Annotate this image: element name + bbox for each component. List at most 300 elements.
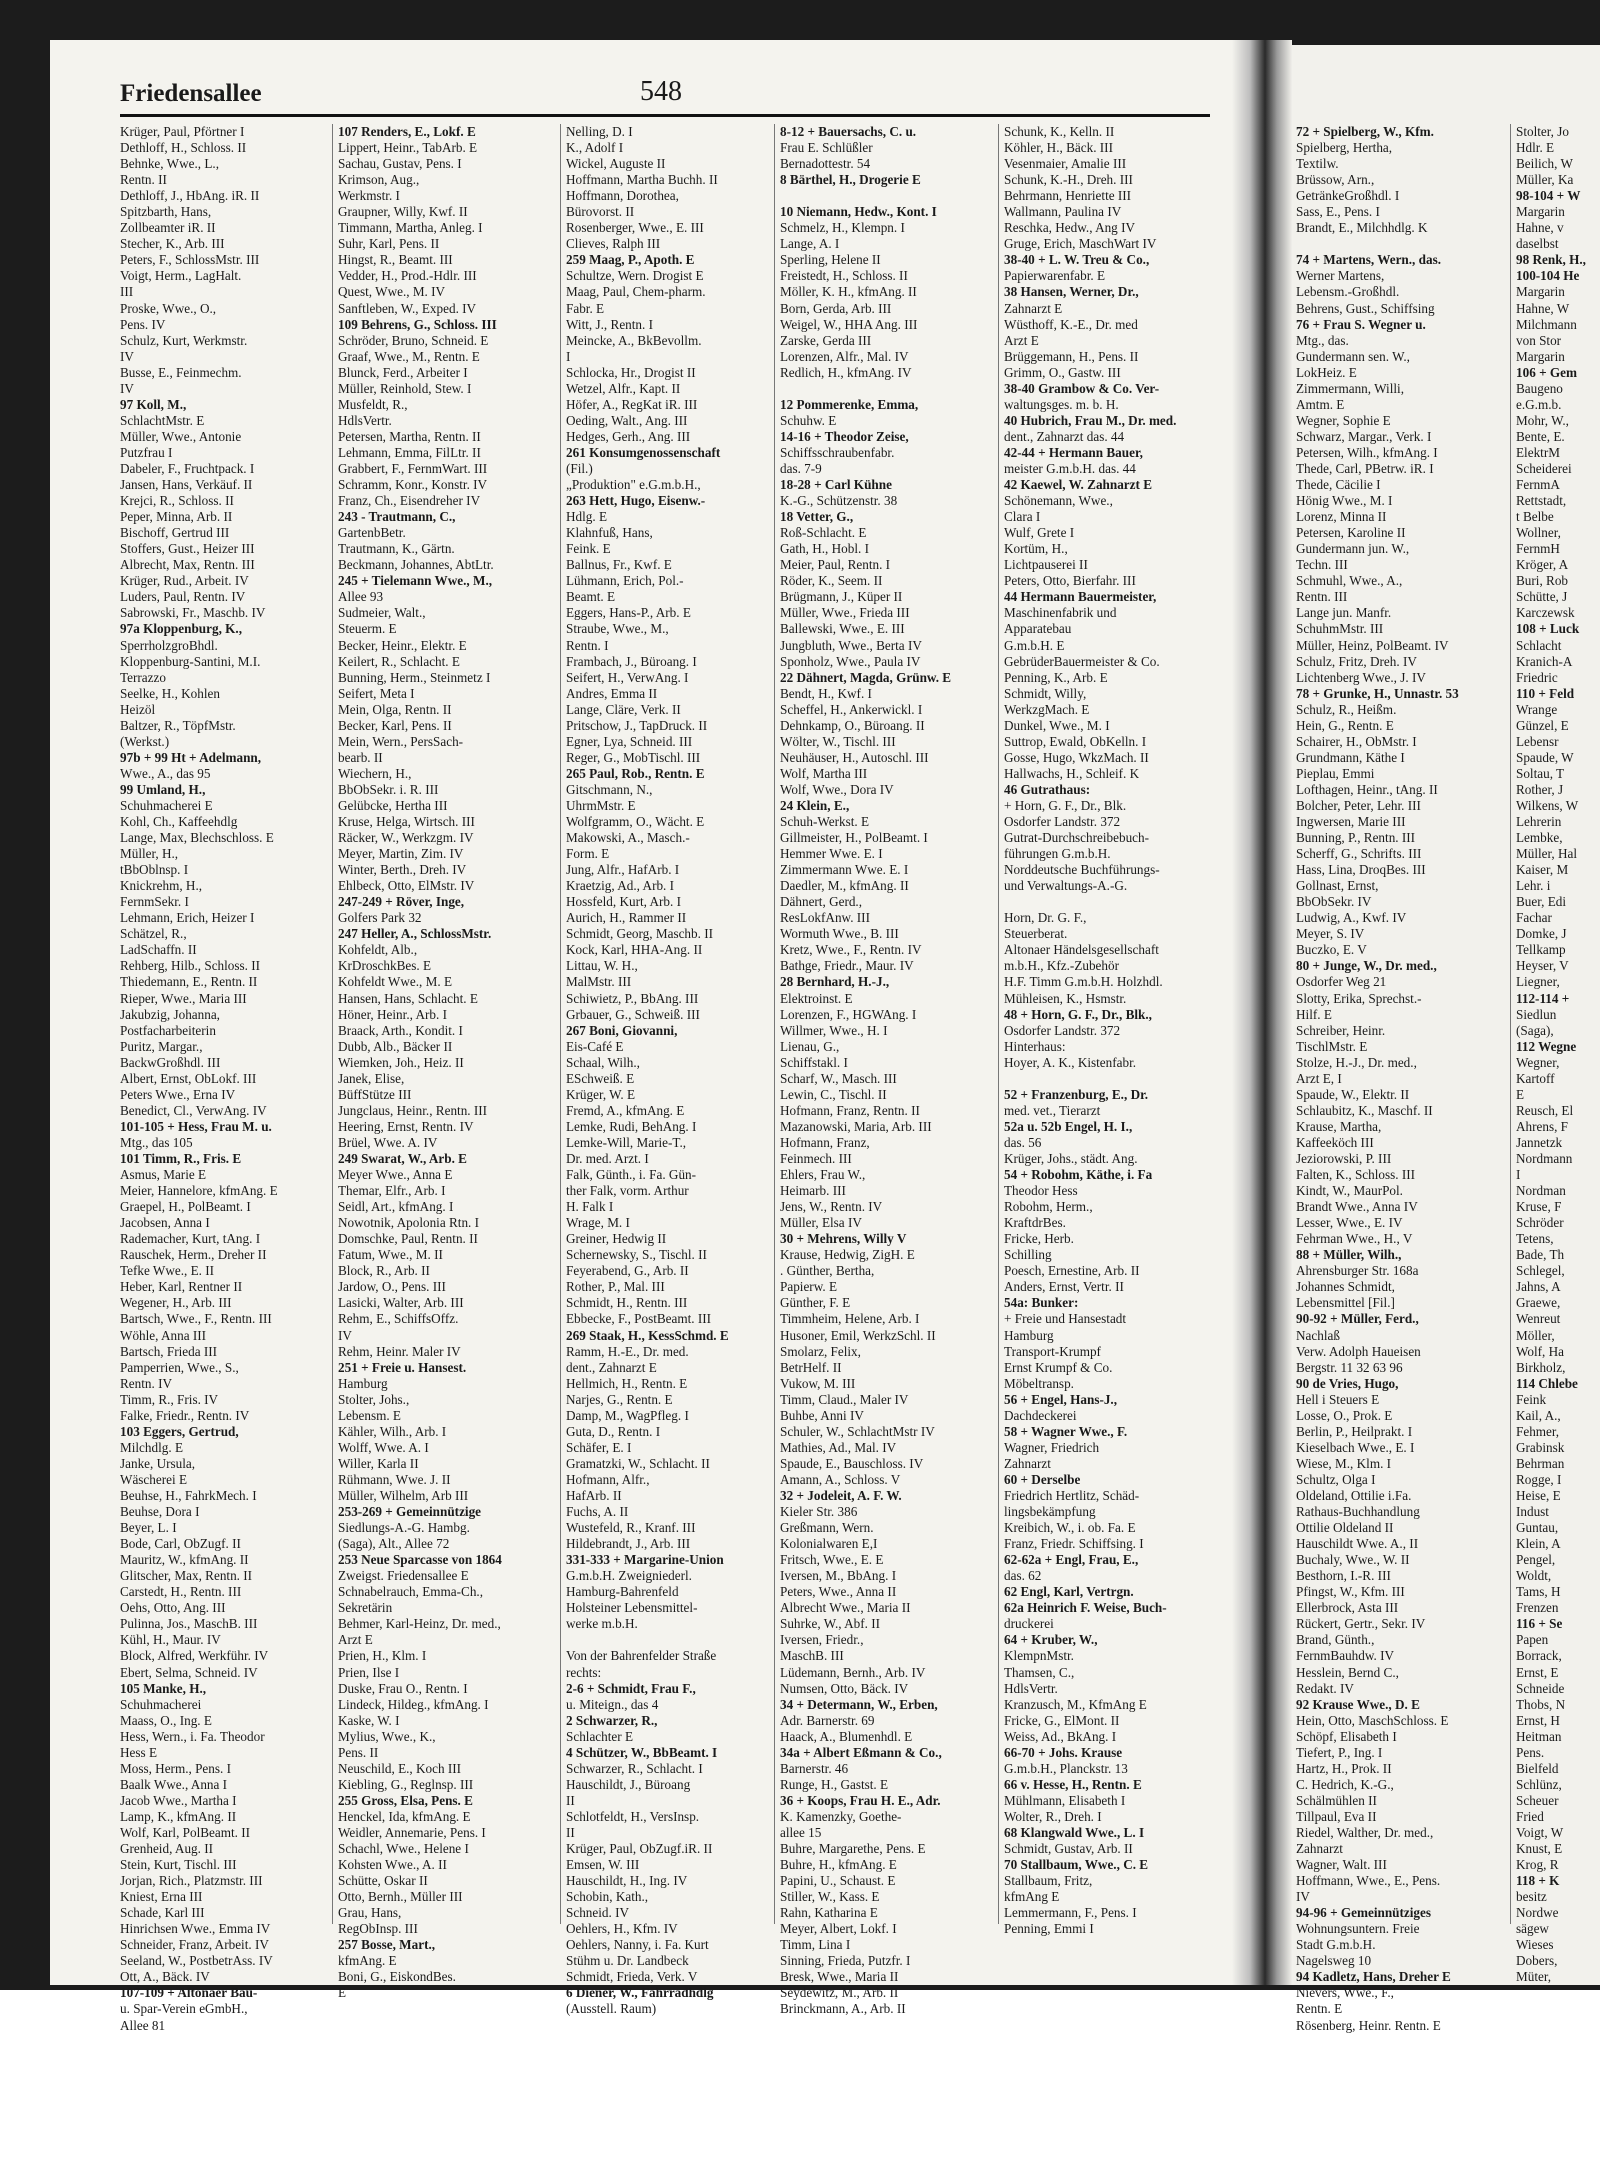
directory-entry: Rentn. III (1296, 589, 1348, 605)
directory-entry: Lewin, C., Tischl. II (780, 1086, 887, 1102)
directory-entry: Müller, Hal (1516, 846, 1577, 862)
directory-entry: Wetzel, Alfr., Kapt. II (566, 380, 681, 396)
directory-entry: KrDroschkBes. E (338, 958, 432, 974)
directory-entry: 40 Hubrich, Frau M., Dr. med. (1004, 412, 1177, 428)
directory-entry: Kruse, Helga, Wirtsch. III (338, 814, 475, 830)
directory-entry: Grundmann, Käthe I (1296, 749, 1405, 765)
directory-entry: Sperling, Helene II (780, 252, 881, 268)
directory-entry: Kaiser, M (1516, 862, 1569, 878)
page-number: 548 (640, 76, 682, 107)
directory-entry: Beuhse, H., FahrkMech. I (120, 1487, 257, 1503)
directory-entry: Schlocka, Hr., Drogist II (566, 364, 696, 380)
directory-entry: 2 Schwarzer, R., (566, 1712, 658, 1728)
directory-entry: Kröger, A (1516, 557, 1569, 573)
directory-entry: E (338, 1985, 347, 2001)
directory-entry: Behrman (1516, 1455, 1565, 1471)
directory-entry: Weigel, W., HHA Ang. III (780, 316, 918, 332)
directory-entry: Hoffmann, Dorothea, (566, 188, 679, 204)
directory-entry: Oehlers, H., Kfm. IV (566, 1921, 678, 1937)
directory-entry: 112 Wegne (1516, 1038, 1577, 1054)
directory-entry: Wormuth Wwe., B. III (780, 926, 899, 942)
directory-entry: 70 Stallbaum, Wwe., C. E (1004, 1857, 1149, 1873)
directory-entry: Schütte, Oskar II (338, 1873, 428, 1889)
directory-entry: Knickrehm, H., (120, 878, 203, 894)
directory-entry: Allee 93 (338, 589, 384, 605)
directory-entry: Karczewsk (1516, 605, 1575, 621)
directory-entry: BüffStütze III (338, 1086, 412, 1102)
directory-entry: Spitzbarth, Hans, (120, 204, 212, 220)
directory-entry: Lühmann, Erich, Pol.- (566, 573, 684, 589)
directory-entry: Birkholz, (1516, 1359, 1566, 1375)
directory-entry: Nordwe (1516, 1905, 1559, 1921)
directory-entry: Pamperrien, Wwe., S., (120, 1359, 239, 1375)
directory-entry: Thede, Cäcilie I (1296, 477, 1381, 493)
directory-entry: Falk, Günth., i. Fa. Gün- (566, 1167, 697, 1183)
directory-entry: Fehmer, (1516, 1423, 1560, 1439)
directory-entry: Rathaus-Buchhandlung (1296, 1504, 1420, 1520)
directory-entry: Lorenzen, F., HGWAng. I (780, 1006, 917, 1022)
directory-entry: Feink (1516, 1391, 1547, 1407)
directory-entry: FernmH (1516, 541, 1560, 557)
directory-entry: Kloppenburg-Santini, M.I. (120, 653, 261, 669)
directory-entry: Bente, E. (1516, 428, 1565, 444)
directory-entry: Stolter, Johs., (338, 1391, 410, 1407)
directory-entry: Willmer, Wwe., H. I (780, 1022, 888, 1038)
directory-entry: Graaf, Wwe., M., Rentn. E (338, 348, 480, 364)
directory-entry: Asmus, Marie E (120, 1167, 207, 1183)
directory-entry: Lehrerin (1516, 814, 1562, 830)
directory-entry: Schneid. IV (566, 1905, 629, 1921)
directory-entry: Buhre, Margarethe, Pens. E (780, 1841, 926, 1857)
directory-entry: Schuhmacherei E (120, 797, 213, 813)
directory-entry: Timm, R., Fris. IV (120, 1391, 219, 1407)
directory-entry: 109 Behrens, G., Schloss. III (338, 316, 497, 332)
directory-entry: Thiedemann, E., Rentn. II (120, 974, 258, 990)
directory-entry: Textilw. (1296, 156, 1339, 172)
directory-entry: Dunkel, Wwe., M. I (1004, 717, 1110, 733)
directory-entry: Terrazzo (120, 669, 166, 685)
directory-entry: Ingwersen, Marie III (1296, 814, 1406, 830)
directory-entry: Bergstr. 11 32 63 96 (1296, 1359, 1403, 1375)
directory-entry: 24 Klein, E., (780, 797, 850, 813)
directory-entry: Duske, Frau O., Rentn. I (338, 1680, 468, 1696)
directory-entry: Beamt. E (566, 589, 616, 605)
directory-entry: Oehs, Otto, Ang. III (120, 1600, 226, 1616)
directory-entry: Lehmann, Erich, Heizer I (120, 910, 255, 926)
directory-entry: Wieses (1516, 1937, 1554, 1953)
directory-entry: Wilkens, W (1516, 797, 1579, 813)
directory-entry (1004, 1071, 1220, 1087)
directory-entry: BackwGroßhdl. III (120, 1054, 221, 1070)
directory-entry: ResLokfAnw. III (780, 910, 870, 926)
directory-entry: Heitman (1516, 1728, 1562, 1744)
directory-entry: Fricke, Herb. (1004, 1231, 1074, 1247)
directory-entry: Vedder, H., Prod.-Hdlr. III (338, 268, 477, 284)
directory-entry: 255 Gross, Elsa, Pens. E (338, 1792, 473, 1808)
directory-entry: I (566, 348, 571, 364)
directory-entry: Schmidt, H., Rentn. III (566, 1295, 688, 1311)
directory-entry: 261 Konsumgenossenschaft (566, 444, 721, 460)
directory-entry: WerkzgMach. E (1004, 701, 1090, 717)
directory-entry: Margarin (1516, 284, 1565, 300)
directory-entry: Mtg., das 105 (120, 1134, 193, 1150)
directory-entry: Möbeltransp. (1004, 1375, 1074, 1391)
directory-entry: Heyser, V (1516, 958, 1569, 974)
directory-entry: Schütte, J (1516, 589, 1568, 605)
directory-entry: Prien, H., Klm. I (338, 1648, 427, 1664)
directory-entry: Hartz, H., Prok. II (1296, 1760, 1392, 1776)
directory-entry: Jung, Alfr., HafArb. I (566, 862, 680, 878)
directory-entry: FernmA (1516, 477, 1560, 493)
directory-entry: Brinckmann, A., Arb. II (780, 2001, 906, 2017)
directory-entry: Jardow, O., Pens. III (338, 1279, 446, 1295)
directory-entry: Witt, J., Rentn. I (566, 316, 654, 332)
directory-entry: Bode, Carl, ObZugf. II (120, 1536, 241, 1552)
directory-entry: Heizöl (120, 701, 156, 717)
directory-entry: 18-28 + Carl Kühne (780, 477, 892, 493)
column-3 (566, 124, 775, 2017)
directory-entry: Domschke, Paul, Rentn. II (338, 1231, 478, 1247)
directory-entry: Lorenz, Minna II (1296, 509, 1387, 525)
directory-entry: Wrage, M. I (566, 1215, 630, 1231)
directory-entry: Numsen, Otto, Bäck. IV (780, 1680, 909, 1696)
directory-entry: Zarske, Gerda III (780, 332, 872, 348)
directory-entry: Form. E (566, 846, 610, 862)
directory-entry: Schulz, R., Heißm. (1296, 701, 1397, 717)
directory-entry: Graupner, Willy, Kwf. II (338, 204, 468, 220)
directory-entry: Meyer Wwe., Anna E (338, 1167, 453, 1183)
directory-entry: Sudmeier, Walt., (338, 605, 426, 621)
directory-entry: 331-333 + Margarine-Union (566, 1552, 724, 1568)
directory-entry: Baugeno (1516, 380, 1563, 396)
directory-entry (1296, 236, 1510, 252)
directory-entry: Müter, (1516, 1969, 1551, 1985)
directory-entry: Kartoff (1516, 1070, 1555, 1086)
directory-entry: Rentn. IV (120, 1375, 173, 1391)
directory-entry: (Saga), (1516, 1022, 1554, 1038)
directory-entry: UhrmMstr. E (566, 797, 636, 813)
directory-entry: Hdlr. E (1516, 140, 1555, 156)
directory-entry: Ernst, H (1516, 1712, 1560, 1728)
directory-entry: Dubb, Alb., Bäcker II (338, 1038, 453, 1054)
directory-entry: Krejci, R., Schloss. II (120, 493, 234, 509)
directory-entry: Hesslein, Bernd C., (1296, 1664, 1399, 1680)
directory-entry: MaschB. III (780, 1648, 844, 1664)
directory-entry: Bunning, P., Rentn. III (1296, 830, 1416, 846)
directory-entry: IV (120, 380, 134, 396)
directory-entry: 267 Boni, Giovanni, (566, 1022, 678, 1038)
directory-entry: Beuhse, Dora I (120, 1504, 200, 1520)
directory-entry: Schlachter E (566, 1728, 634, 1744)
directory-entry: KlempnMstr. (1004, 1648, 1074, 1664)
directory-entry: Braack, Arth., Kondit. I (338, 1022, 463, 1038)
directory-entry: 101-105 + Hess, Frau M. u. (120, 1118, 272, 1134)
directory-entry: Mühleisen, K., Hsmstr. (1004, 990, 1127, 1006)
directory-entry: Wegener, H., Arb. III (120, 1295, 232, 1311)
directory-entry: MalMstr. III (566, 974, 632, 990)
directory-entry: das. 7-9 (780, 460, 822, 476)
directory-entry: 68 Klangwald Wwe., L. I (1004, 1824, 1145, 1840)
directory-entry: 54a: Bunker: (1004, 1295, 1079, 1311)
directory-entry: Mühlmann, Elisabeth I (1004, 1792, 1126, 1808)
directory-entry: Siedlun (1516, 1006, 1557, 1022)
directory-entry: Nagelsweg 10 (1296, 1953, 1372, 1969)
directory-entry: 90-92 + Müller, Ferd., (1296, 1311, 1419, 1327)
directory-entry: Glitscher, Max, Rentn. II (120, 1568, 253, 1584)
directory-entry: rechts: (566, 1664, 602, 1680)
directory-entry: Stoffers, Gust., Heizer III (120, 541, 255, 557)
directory-entry: Thobs, N (1516, 1696, 1566, 1712)
directory-entry: 263 Hett, Hugo, Eisenw.- (566, 493, 706, 509)
directory-entry: Liegner, (1516, 974, 1560, 990)
directory-entry: Gillmeister, H., PolBeamt. I (780, 830, 928, 846)
directory-entry: sägew (1516, 1921, 1549, 1937)
directory-entry: Grimm, O., Gastw. III (1004, 364, 1121, 380)
directory-entry: Friedric (1516, 669, 1558, 685)
directory-entry: Henckel, Ida, kfmAng. E (338, 1808, 471, 1824)
directory-entry: 257 Bosse, Mart., (338, 1937, 436, 1953)
directory-entry: C. Hedrich, K.-G., (1296, 1776, 1394, 1792)
directory-entry: Haack, A., Blumenhdl. E (780, 1728, 913, 1744)
directory-entry: Wolf, Ha (1516, 1343, 1565, 1359)
directory-entry: Redlich, H., kfmAng. IV (780, 364, 912, 380)
directory-entry: E (1516, 1086, 1525, 1102)
directory-entry: Smolarz, Felix, (780, 1343, 861, 1359)
directory-entry: SchlachtMstr. E (120, 412, 205, 428)
directory-entry: Schöpf, Elisabeth I (1296, 1728, 1397, 1744)
directory-entry: Kühl, H., Maur. IV (120, 1632, 221, 1648)
directory-entry: Buer, Edi (1516, 894, 1567, 910)
directory-entry: tBbOblnsp. I (120, 862, 189, 878)
directory-entry (566, 1632, 774, 1648)
directory-entry: Tetens, (1516, 1231, 1554, 1247)
directory-entry: Boni, G., EiskondBes. (338, 1969, 456, 1985)
directory-entry: Meyer, S. IV (1296, 926, 1365, 942)
directory-entry: Hell i Steuers E (1296, 1391, 1380, 1407)
directory-entry: Woldt, (1516, 1568, 1552, 1584)
directory-entry: 32 + Jodeleit, A. F. W. (780, 1487, 902, 1503)
directory-entry: Feink. E (566, 541, 611, 557)
directory-entry: Krimson, Aug., (338, 172, 420, 188)
directory-entry: Busse, E., Feinmechm. (120, 364, 242, 380)
directory-entry: Schaal, Wilh., (566, 1054, 640, 1070)
directory-entry: 72 + Spielberg, W., Kfm. (1296, 124, 1434, 139)
directory-entry: Hossfeld, Kurt, Arb. I (566, 894, 682, 910)
directory-entry: Wegner, (1516, 1054, 1560, 1070)
directory-entry: Hamburg-Bahrenfeld (566, 1584, 679, 1600)
directory-entry: Ludwig, A., Kwf. IV (1296, 910, 1407, 926)
directory-entry: Wolfgramm, O., Wächt. E (566, 814, 705, 830)
directory-entry: Verw. Adolph Haueisen (1296, 1343, 1421, 1359)
directory-entry: Schuhmacherei (120, 1696, 202, 1712)
directory-entry: 4 Schützer, W., BbBeamt. I (566, 1744, 718, 1760)
directory-entry: Arzt E (1004, 332, 1039, 348)
directory-entry: Block, Alfred, Werkführ. IV (120, 1648, 269, 1664)
directory-entry: Schlaubitz, K., Maschf. II (1296, 1102, 1433, 1118)
directory-entry: Heering, Ernst, Rentn. IV (338, 1118, 474, 1134)
directory-entry (780, 188, 998, 204)
directory-entry: Husoner, Emil, WerkzSchl. II (780, 1327, 936, 1343)
directory-entry: Grenheid, Aug. II (120, 1841, 214, 1857)
directory-entry: Margarin (1516, 348, 1565, 364)
directory-entry: 97b + 99 Ht + Adelmann, (120, 749, 262, 765)
directory-entry: 243 - Trautmann, C., (338, 509, 456, 525)
directory-entry: Ehlers, Frau W., (780, 1167, 866, 1183)
directory-entry: Behrens, Gust., Schiffsing (1296, 300, 1435, 316)
directory-entry: Günther, F. E (780, 1295, 851, 1311)
directory-entry: Meier, Paul, Rentn. I (780, 557, 891, 573)
directory-entry: Lemmermann, F., Pens. I (1004, 1905, 1137, 1921)
directory-entry: H. Falk I (566, 1199, 614, 1215)
directory-entry: Stecher, K., Arb. III (120, 236, 225, 252)
directory-entry: Hinterhaus: (1004, 1038, 1066, 1054)
directory-entry: Holsteiner Lebensmittel- (566, 1600, 698, 1616)
directory-entry: Elektroinst. E (780, 990, 853, 1006)
column-1 (120, 124, 333, 2033)
directory-entry: Steuerberat. (1004, 926, 1068, 942)
directory-entry: Sinning, Frieda, Putzfr. I (780, 1953, 911, 1969)
directory-entry: daselbst (1516, 236, 1559, 252)
directory-entry: Sass, E., Pens. I (1296, 204, 1380, 220)
directory-entry: 107 Renders, E., Lokf. E (338, 124, 476, 139)
directory-entry: 100-104 He (1516, 268, 1580, 284)
directory-entry: Berlin, P., Heilprakt. I (1296, 1423, 1413, 1439)
directory-entry: Hoffmann, Wwe., E., Pens. (1296, 1873, 1441, 1889)
directory-entry: Kohfeldt, Alb., (338, 942, 418, 958)
directory-entry: Wöhle, Anna III (120, 1327, 207, 1343)
directory-entry: Schröder, Bruno, Schneid. E (338, 332, 489, 348)
directory-entry: Papierw. E (780, 1279, 838, 1295)
directory-entry: GebrüderBauermeister & Co. (1004, 653, 1160, 669)
directory-entry: Hess, Wern., i. Fa. Theodor (120, 1728, 265, 1744)
directory-entry: II (566, 1792, 575, 1808)
directory-entry: Riedel, Walther, Dr. med., (1296, 1824, 1434, 1840)
directory-entry: Lorenzen, Alfr., Mal. IV (780, 348, 909, 364)
directory-entry: Papini, U., Schaust. E (780, 1873, 896, 1889)
directory-entry: Krüger, W. E (566, 1086, 636, 1102)
directory-entry: SchuhmMstr. III (1296, 621, 1384, 637)
directory-entry: Hingst, R., Beamt. III (338, 252, 453, 268)
directory-entry: Hofmann, Franz, (780, 1134, 870, 1150)
directory-entry: Wüsthoff, K.-E., Dr. med (1004, 316, 1138, 332)
directory-entry: Grabbert, F., FernmWart. III (338, 460, 488, 476)
directory-entry: Schobin, Kath., (566, 1889, 649, 1905)
directory-entry: Bathge, Friedr., Maur. IV (780, 958, 914, 974)
directory-entry: 38-40 + L. W. Treu & Co., (1004, 252, 1150, 268)
directory-entry: Spielberg, Hertha, (1296, 140, 1393, 156)
directory-entry: I (1516, 1167, 1521, 1183)
directory-entry: Fabr. E (566, 300, 605, 316)
directory-entry: Wustefeld, R., Kranf. III (566, 1520, 696, 1536)
directory-entry: H.F. Timm G.m.b.H. Holzhdl. (1004, 974, 1163, 990)
directory-entry: Schlegel, (1516, 1263, 1565, 1279)
directory-entry: Spaude, E., Bauschloss. IV (780, 1455, 924, 1471)
directory-entry: Vukow, M. III (780, 1375, 856, 1391)
directory-entry: Tillpaul, Eva II (1296, 1808, 1377, 1824)
directory-entry: Trautmann, K., Gärtn. (338, 541, 455, 557)
directory-entry: FernmBauhdw. IV (1296, 1648, 1395, 1664)
directory-entry: Vesenmaier, Amalie III (1004, 156, 1127, 172)
directory-entry: FernmSekr. I (120, 894, 189, 910)
directory-entry: 106 + Gem (1516, 364, 1577, 380)
directory-entry: 101 Timm, R., Fris. E (120, 1151, 242, 1166)
directory-entry: Oldeland, Ottilie i.Fa. (1296, 1487, 1412, 1503)
directory-entry: Wagner, Walt. III (1296, 1857, 1387, 1873)
directory-entry: Block, R., Arb. II (338, 1263, 430, 1279)
directory-entry: Osdorfer Landstr. 372 (1004, 814, 1121, 830)
directory-entry: Brüggemann, H., Pens. II (1004, 348, 1139, 364)
directory-entry: BbObSekr. i. R. III (338, 781, 439, 797)
directory-entry: Krog, R (1516, 1857, 1559, 1873)
directory-entry: Stallbaum, Fritz, (1004, 1873, 1093, 1889)
directory-entry: Lange, A. I (780, 236, 840, 252)
directory-entry: Baltzer, R., TöpfMstr. (120, 717, 236, 733)
directory-entry: Postfacharbeiterin (120, 1022, 216, 1038)
directory-entry: Jungclaus, Heinr., Rentn. III (338, 1102, 488, 1118)
directory-entry: Brüel, Wwe. A. IV (338, 1134, 438, 1150)
directory-entry: Kraetzig, Ad., Arb. I (566, 878, 675, 894)
directory-entry: Beckmann, Johannes, AbtLtr. (338, 557, 494, 573)
directory-entry: Steuerm. E (338, 621, 397, 637)
directory-entry: Baalk Wwe., Anna I (120, 1776, 228, 1792)
directory-entry: Brügmann, J., Küper II (780, 589, 903, 605)
directory-entry: Slotty, Erika, Sprechst.- (1296, 990, 1422, 1006)
directory-entry: Pulinna, Jos., MaschB. III (120, 1616, 258, 1632)
directory-entry: Penning, K., Arb. E (1004, 669, 1108, 685)
directory-entry: Bunning, Herm., Steinmetz I (338, 669, 491, 685)
directory-entry: Schäfer, E. I (566, 1439, 632, 1455)
directory-entry: Müller, Reinhold, Stew. I (338, 380, 472, 396)
directory-entry: Krause, Hedwig, ZigH. E (780, 1247, 915, 1263)
directory-entry: Schönemann, Wwe., (1004, 493, 1113, 509)
directory-entry: Franz, Ch., Eisendreher IV (338, 493, 481, 509)
directory-entry: Lichtenberg Wwe., J. IV (1296, 669, 1426, 685)
directory-entry: Guntau, (1516, 1520, 1559, 1536)
directory-entry: Lichtpauserei II (1004, 557, 1088, 573)
directory-entry: 251 + Freie u. Hansest. (338, 1359, 467, 1375)
directory-entry: HdlsVertr. (1004, 1680, 1058, 1696)
directory-entry: Zimmermann Wwe. E. I (780, 862, 909, 878)
directory-entry: Schmuhl, Wwe., A., (1296, 573, 1403, 589)
directory-entry: Besthorn, I.-R. III (1296, 1568, 1391, 1584)
directory-entry: Rettstadt, (1516, 493, 1567, 509)
directory-entry: Kaffeeköch III (1296, 1134, 1374, 1150)
directory-entry: Heimarb. III (780, 1183, 846, 1199)
directory-entry: Schwarz, Margar., Verk. I (1296, 428, 1432, 444)
directory-entry: besitz (1516, 1889, 1547, 1905)
directory-entry: 269 Staak, H., KessSchmd. E (566, 1327, 729, 1343)
directory-entry: Clieves, Ralph III (566, 236, 661, 252)
directory-entry: Falke, Friedr., Rentn. IV (120, 1407, 250, 1423)
directory-entry: kfmAng. E (338, 1953, 397, 1969)
directory-entry: Ernst, E (1516, 1664, 1559, 1680)
directory-entry: Wolf, Martha III (780, 765, 868, 781)
directory-entry: Lesser, Wwe., E. IV (1296, 1215, 1403, 1231)
directory-entry: Ellerbrock, Asta III (1296, 1600, 1399, 1616)
directory-entry: Seydewitz, M., Arb. II (780, 1985, 899, 2001)
directory-entry: 52 + Franzenburg, E., Dr. (1004, 1086, 1149, 1102)
directory-entry: Amann, A., Schloss. V (780, 1471, 901, 1487)
directory-entry: dent., Zahnarzt E (566, 1359, 657, 1375)
directory-entry: Eggers, Hans-P., Arb. E (566, 605, 691, 621)
directory-entry: Rother, P., Mal. III (566, 1279, 665, 1295)
directory-entry: Kähler, Wilh., Arb. I (338, 1423, 447, 1439)
directory-entry: 46 Gutrathaus: (1004, 781, 1091, 797)
directory-entry: 2-6 + Schmidt, Frau F., (566, 1680, 696, 1696)
directory-entry: Luders, Paul, Rentn. IV (120, 589, 246, 605)
directory-entry: Graewe, (1516, 1295, 1561, 1311)
directory-entry: Mtg., das. (1296, 332, 1349, 348)
